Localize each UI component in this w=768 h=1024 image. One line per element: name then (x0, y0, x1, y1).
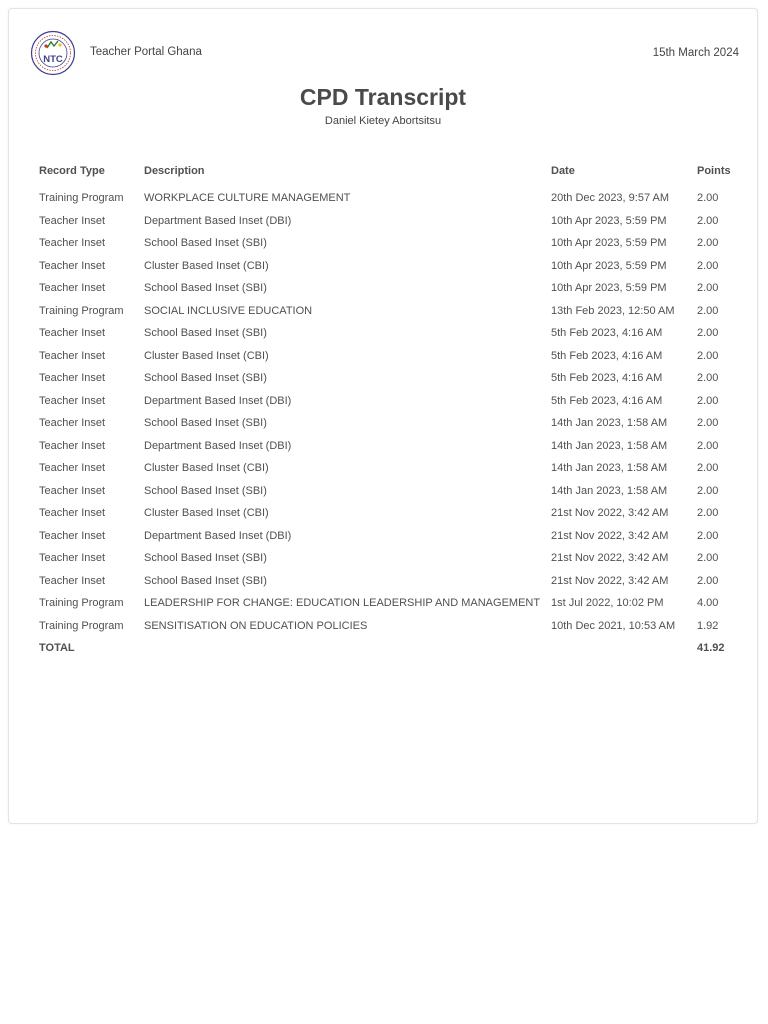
column-header-record-type: Record Type (39, 165, 105, 177)
record-type-cell: Training Program (39, 619, 124, 632)
table-row (35, 346, 745, 369)
record-type-cell: Teacher Inset (39, 259, 106, 272)
description-cell: School Based Inset (SBI) (144, 237, 267, 249)
date-cell: 21st Nov 2022, 3:42 AM (551, 552, 669, 564)
table-row (35, 301, 745, 324)
date-cell: 13th Feb 2023, 12:50 AM (551, 304, 675, 317)
date-cell: 14th Jan 2023, 1:58 AM (551, 462, 668, 474)
points-cell: 2.00 (697, 462, 719, 474)
table-row (35, 278, 745, 301)
table-row (35, 256, 745, 279)
description-cell: WORKPLACE CULTURE MANAGEMENT (144, 192, 351, 204)
date-cell: 10th Dec 2021, 10:53 AM (551, 619, 676, 632)
record-type-cell: Teacher Inset (39, 282, 106, 294)
column-header-description: Description (144, 165, 205, 177)
description-cell: School Based Inset (SBI) (144, 484, 267, 497)
date-cell: 21st Nov 2022, 3:42 AM (551, 574, 669, 587)
description-cell: School Based Inset (SBI) (144, 552, 267, 564)
points-cell: 2.00 (697, 417, 719, 429)
table-row (35, 211, 745, 234)
description-cell: Cluster Based Inset (CBI) (144, 462, 269, 474)
description-cell: Cluster Based Inset (CBI) (144, 507, 269, 519)
points-cell: 4.00 (697, 597, 719, 609)
teacher-name: Daniel Kietey Abortsitsu (324, 115, 442, 127)
total-spacer (140, 638, 547, 661)
record-type-cell: Teacher Inset (39, 237, 106, 249)
record-type-cell: Training Program (39, 192, 124, 204)
date-cell: 5th Feb 2023, 4:16 AM (551, 372, 663, 384)
column-header-date: Date (551, 165, 575, 177)
description-cell: Cluster Based Inset (CBI) (144, 349, 269, 362)
points-cell: 2.00 (697, 574, 719, 587)
record-type-cell: Training Program (39, 597, 124, 609)
description-cell: Department Based Inset (DBI) (144, 214, 292, 227)
table-row (35, 526, 745, 549)
cpd-records-table (35, 161, 745, 661)
date-cell: 10th Apr 2023, 5:59 PM (551, 214, 667, 227)
date-cell: 5th Feb 2023, 4:16 AM (551, 394, 663, 407)
table-row (35, 323, 745, 346)
date-cell: 21st Nov 2022, 3:42 AM (551, 507, 669, 519)
record-type-cell: Training Program (39, 304, 124, 317)
date-cell: 10th Apr 2023, 5:59 PM (551, 237, 667, 249)
points-cell: 1.92 (697, 619, 719, 632)
description-cell: School Based Inset (SBI) (144, 372, 267, 384)
record-type-cell: Teacher Inset (39, 462, 106, 474)
record-type-cell: Teacher Inset (39, 574, 106, 587)
points-cell: 2.00 (697, 237, 719, 249)
document-date: 15th March 2024 (652, 47, 739, 59)
date-cell: 14th Jan 2023, 1:58 AM (551, 439, 668, 452)
logo-text: NTC (43, 54, 63, 65)
table-row (35, 481, 745, 504)
date-cell: 5th Feb 2023, 4:16 AM (551, 349, 663, 362)
record-type-cell: Teacher Inset (39, 214, 106, 227)
table-row (35, 503, 745, 526)
transcript-card (8, 8, 758, 824)
description-cell: Department Based Inset (DBI) (144, 529, 292, 542)
record-type-cell: Teacher Inset (39, 439, 106, 452)
description-cell: Department Based Inset (DBI) (144, 439, 292, 452)
total-label: TOTAL (39, 642, 75, 654)
points-cell: 2.00 (697, 529, 719, 542)
date-cell: 21st Nov 2022, 3:42 AM (551, 529, 669, 542)
portal-name: Teacher Portal Ghana (90, 46, 202, 58)
total-spacer (547, 638, 693, 661)
total-points: 41.92 (697, 642, 725, 654)
date-cell: 5th Feb 2023, 4:16 AM (551, 327, 663, 339)
date-cell: 14th Jan 2023, 1:58 AM (551, 484, 668, 497)
description-cell: Department Based Inset (DBI) (144, 394, 292, 407)
table-row (35, 548, 745, 571)
points-cell: 2.00 (697, 507, 719, 519)
description-cell: Cluster Based Inset (CBI) (144, 259, 269, 272)
description-cell: School Based Inset (SBI) (144, 574, 267, 587)
description-cell: School Based Inset (SBI) (144, 417, 267, 429)
description-cell: SENSITISATION ON EDUCATION POLICIES (144, 619, 368, 632)
table-row (35, 616, 745, 639)
points-cell: 2.00 (697, 259, 719, 272)
total-row (35, 638, 745, 661)
date-cell: 14th Jan 2023, 1:58 AM (551, 417, 668, 429)
points-cell: 2.00 (697, 552, 719, 564)
table-row (35, 593, 745, 616)
points-cell: 2.00 (697, 372, 719, 384)
date-cell: 1st Jul 2022, 10:02 PM (551, 597, 664, 609)
table-header-row (35, 161, 745, 188)
record-type-cell: Teacher Inset (39, 417, 106, 429)
date-cell: 20th Dec 2023, 9:57 AM (551, 192, 670, 204)
points-cell: 2.00 (697, 484, 719, 497)
record-type-cell: Teacher Inset (39, 394, 106, 407)
table-row (35, 458, 745, 481)
points-cell: 2.00 (697, 304, 719, 317)
points-cell: 2.00 (697, 214, 719, 227)
ntc-logo-icon (30, 30, 76, 76)
table-row (35, 368, 745, 391)
table-row (35, 233, 745, 256)
record-type-cell: Teacher Inset (39, 529, 106, 542)
column-header-points: Points (697, 165, 731, 177)
description-cell: SOCIAL INCLUSIVE EDUCATION (144, 304, 313, 317)
points-cell: 2.00 (697, 349, 719, 362)
record-type-cell: Teacher Inset (39, 484, 106, 497)
points-cell: 2.00 (697, 394, 719, 407)
description-cell: School Based Inset (SBI) (144, 327, 267, 339)
table-row (35, 391, 745, 414)
record-type-cell: Teacher Inset (39, 552, 106, 564)
table-row (35, 571, 745, 594)
record-type-cell: Teacher Inset (39, 372, 106, 384)
header (30, 30, 739, 78)
table-row (35, 188, 745, 211)
points-cell: 2.00 (697, 282, 719, 294)
record-type-cell: Teacher Inset (39, 349, 106, 362)
points-cell: 2.00 (697, 439, 719, 452)
points-cell: 2.00 (697, 327, 719, 339)
table-row (35, 413, 745, 436)
record-type-cell: Teacher Inset (39, 507, 106, 519)
record-type-cell: Teacher Inset (39, 327, 106, 339)
page-title: CPD Transcript (299, 84, 467, 110)
points-cell: 2.00 (697, 192, 719, 204)
description-cell: LEADERSHIP FOR CHANGE: EDUCATION LEADERSHIP AND MANAGEMENT (144, 597, 541, 609)
description-cell: School Based Inset (SBI) (144, 282, 267, 294)
date-cell: 10th Apr 2023, 5:59 PM (551, 259, 667, 272)
date-cell: 10th Apr 2023, 5:59 PM (551, 282, 667, 294)
table-row (35, 436, 745, 459)
